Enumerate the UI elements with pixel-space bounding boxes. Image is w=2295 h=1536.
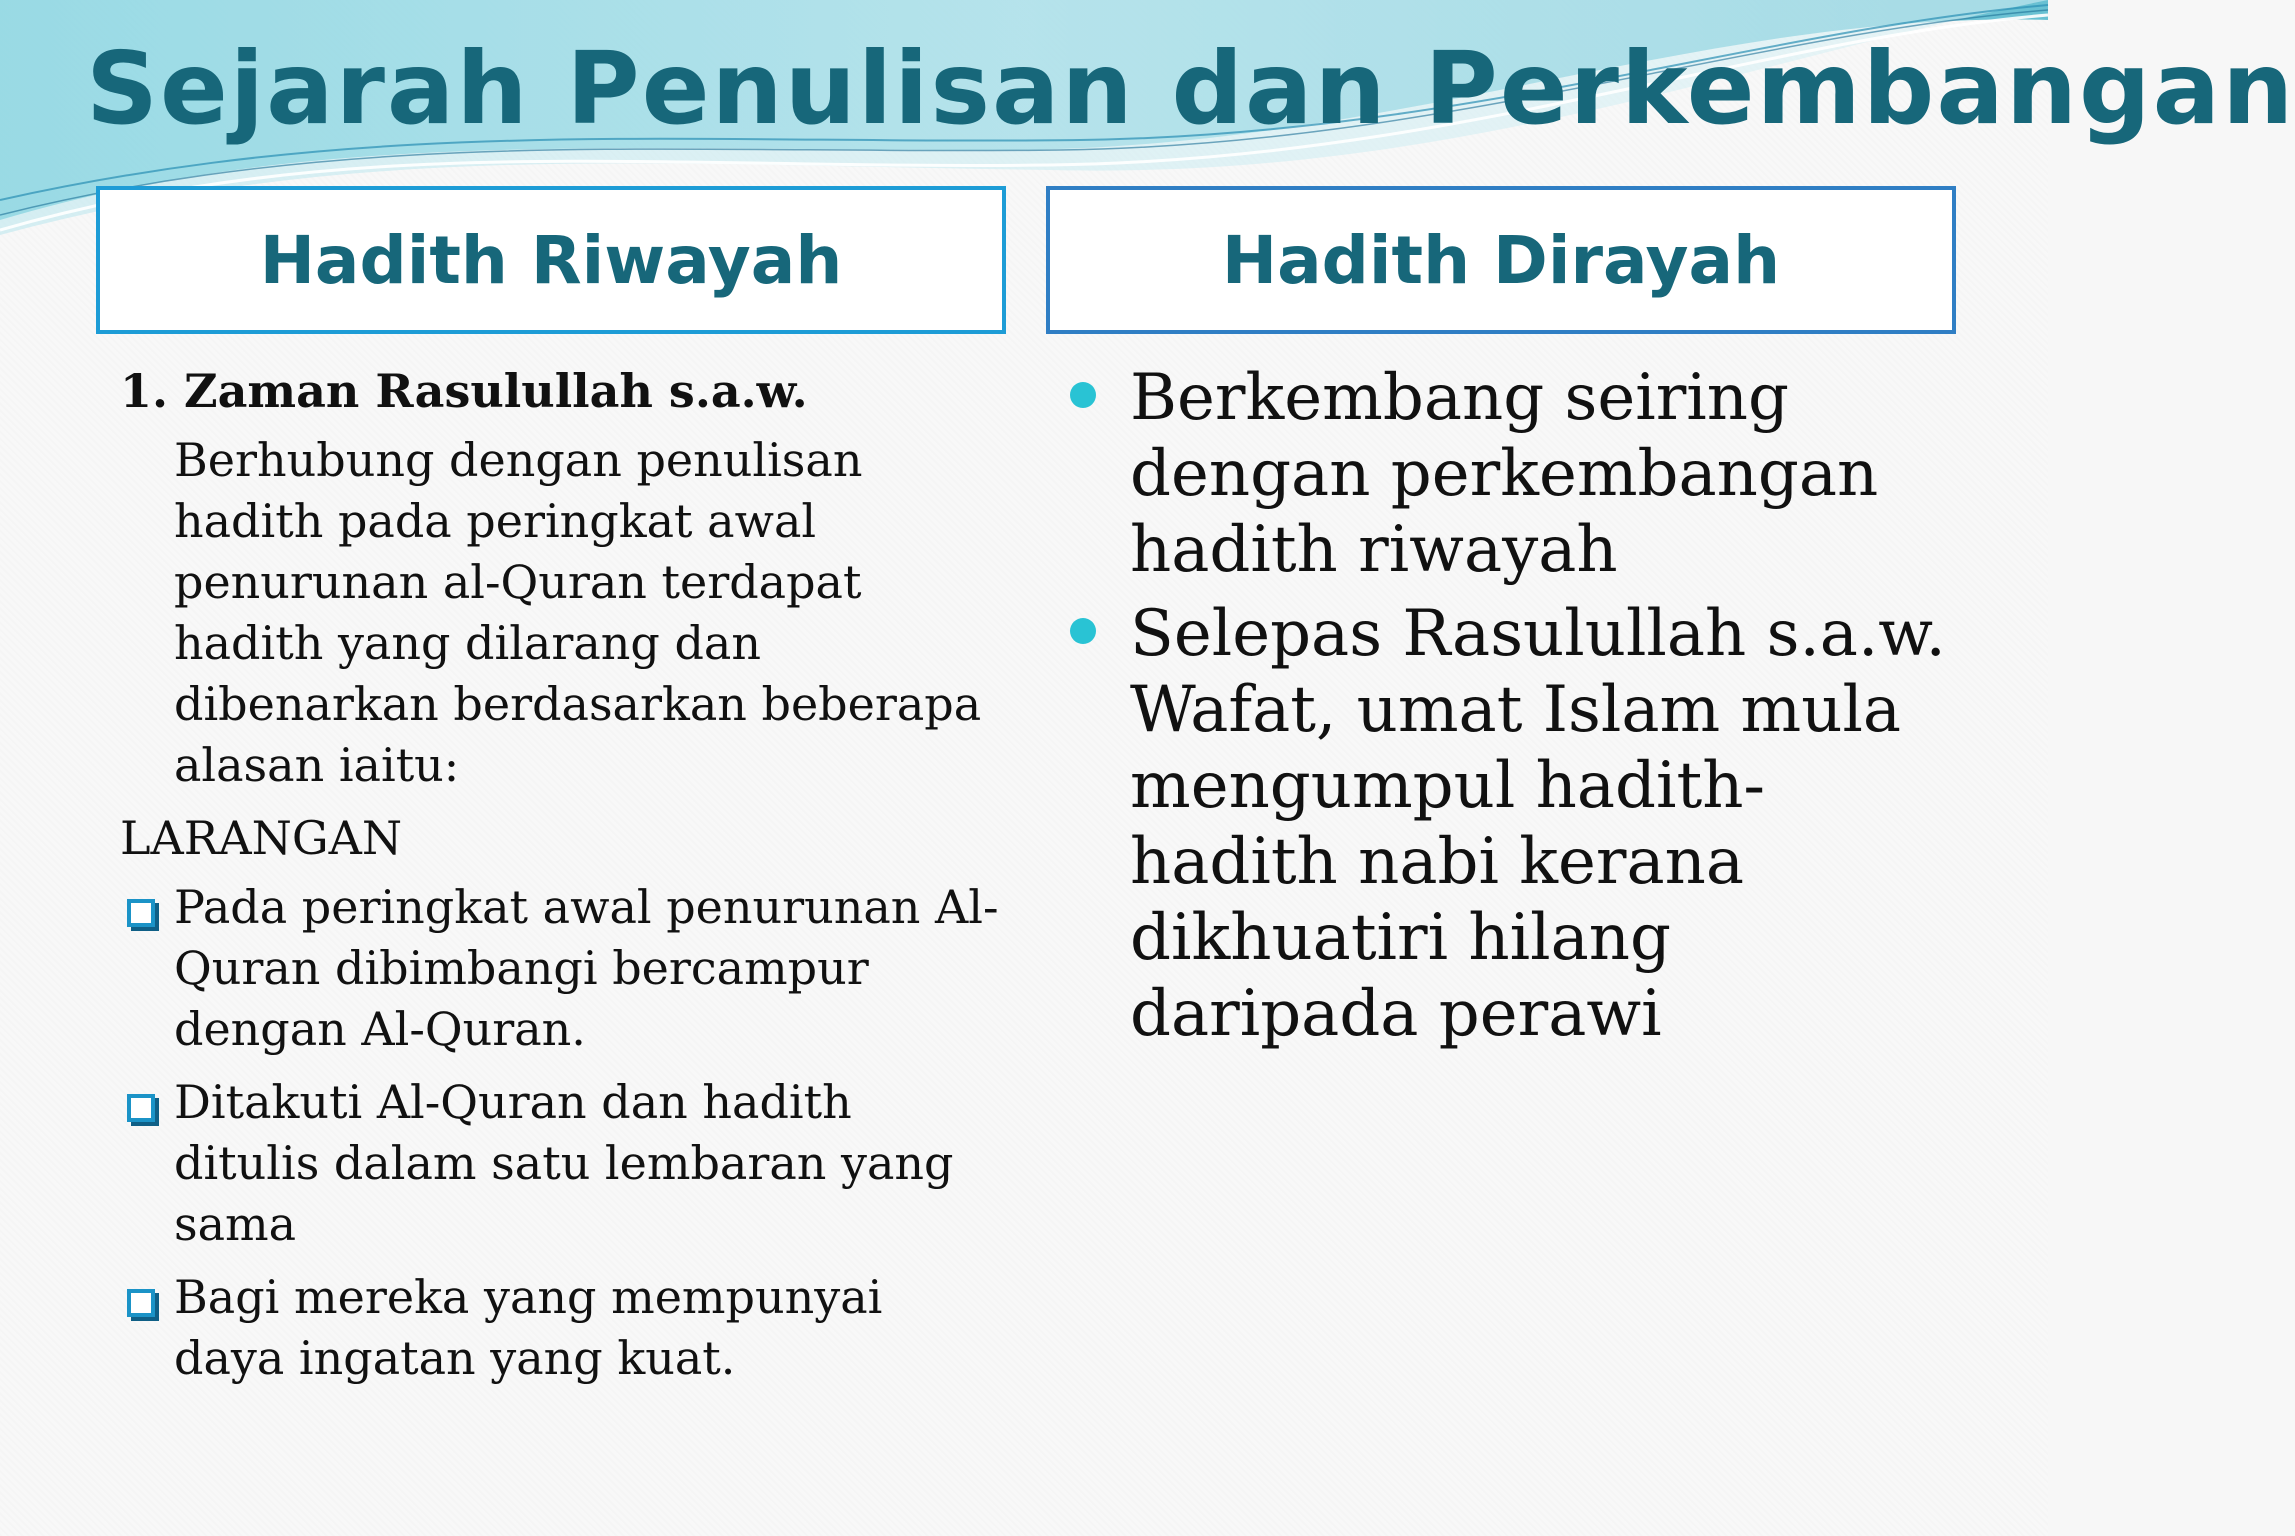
right-column — [1070, 360, 1950, 1060]
header-hadith-dirayah — [1046, 186, 1956, 334]
dot-bullet-icon — [1070, 382, 1096, 408]
larangan-list — [120, 877, 1000, 1389]
list-item-text: Berkembang seiring dengan perkembangan hadith riwayah — [1130, 361, 1879, 587]
section-paragraph: Berhubung dengan penulisan hadith pada peringkat awal penurunan al-Quran terdapat hadith yang dilarang dan dibenarkan berdasarkan beberapa alasan iaitu: — [174, 433, 982, 792]
checkbox-bullet-icon — [127, 899, 155, 927]
checkbox-bullet-icon — [127, 1289, 155, 1317]
slide-title: Sejarah Penulisan dan Perkembangan — [86, 30, 2295, 147]
checkbox-bullet-icon — [127, 1094, 155, 1122]
dot-bullet-icon — [1070, 618, 1096, 644]
subheading-larangan: LARANGAN — [120, 811, 403, 865]
header-hadith-riwayah — [96, 186, 1006, 334]
list-item — [1070, 360, 1950, 588]
list-item — [120, 877, 1000, 1060]
header-left-label: Hadith Riwayah — [259, 221, 843, 299]
left-column — [120, 360, 1000, 1401]
dirayah-list — [1070, 360, 1950, 1052]
list-item — [120, 1072, 1000, 1255]
list-item-text: Selepas Rasulullah s.a.w. Wafat, umat Islam mula mengumpul hadith-hadith nabi kerana dikhuatiri hilang daripada perawi — [1130, 597, 1946, 1051]
list-item — [1070, 596, 1950, 1052]
header-right-label: Hadith Dirayah — [1221, 221, 1781, 299]
list-item — [120, 1267, 1000, 1389]
section-heading: 1. Zaman Rasulullah s.a.w. — [120, 364, 808, 418]
list-item-text: Ditakuti Al-Quran dan hadith ditulis dalam satu lembaran yang sama — [174, 1075, 954, 1251]
list-item-text: Bagi mereka yang mempunyai daya ingatan yang kuat. — [174, 1270, 883, 1385]
list-item-text: Pada peringkat awal penurunan Al-Quran dibimbangi bercampur dengan Al-Quran. — [174, 880, 999, 1056]
